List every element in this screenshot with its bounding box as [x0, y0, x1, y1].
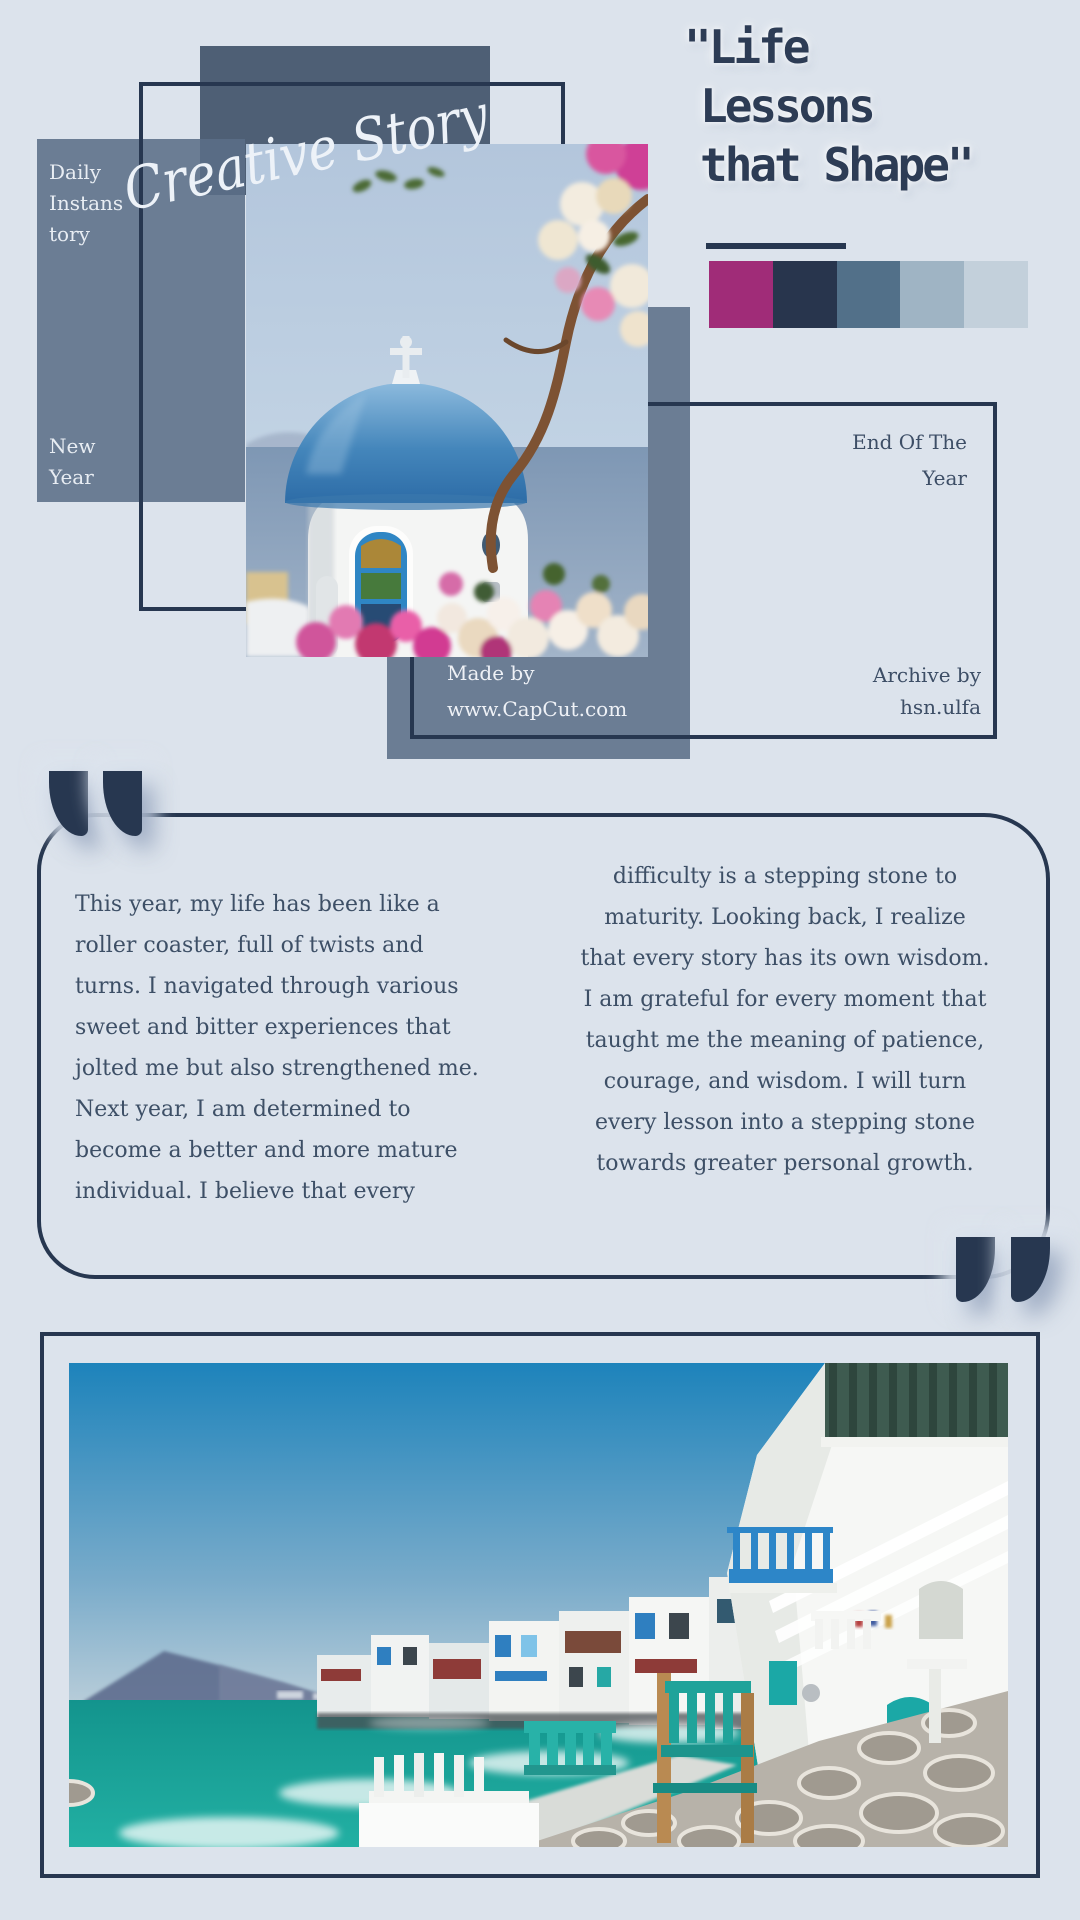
daily-line-2: Instans [49, 191, 124, 215]
title-line-2: Lessons [700, 79, 873, 133]
new-year-line-2: Year [49, 465, 94, 489]
palette-swatch-4 [900, 261, 964, 328]
wooden-balcony [821, 1363, 1008, 1447]
close-quote-icon [956, 1237, 995, 1302]
page-title [684, 18, 1014, 195]
end-of-year-label: End Of The Year [852, 430, 967, 490]
palette-swatch-2 [773, 261, 837, 328]
creative-story-script [110, 62, 550, 242]
new-year-label [49, 431, 95, 493]
title-line-3: that Shape" [700, 138, 972, 192]
open-quote-icon [49, 771, 88, 836]
color-palette [709, 261, 1028, 328]
palette-swatch-5 [964, 261, 1028, 328]
archive-by-label: Archive by hsn.ulfa [872, 663, 981, 719]
new-year-line-1: New [49, 434, 96, 458]
daily-line-1: Daily [49, 160, 102, 184]
daily-line-3: tory [49, 222, 90, 246]
script-text: Creative Story [117, 68, 550, 225]
seaside-photo [69, 1363, 1008, 1847]
teal-chair [524, 1721, 616, 1775]
palette-swatch-1 [709, 261, 773, 328]
palette-swatch-3 [837, 261, 901, 328]
capcut-url-text: www.CapCut.com [447, 697, 628, 721]
close-quote-icon [1011, 1237, 1050, 1302]
quote-text-left-column: This year, my life has been like a roller coaster, full of twists and turns. I navigated through various sweet and bitter experiences that jolted me but also strengthened me. Next year, I am determined to become a better and more mature individual. I believe that every [75, 892, 479, 1204]
quote-text-right-column: difficulty is a stepping stone to maturity. Looking back, I realize that every story has its own wisdom. I am grateful for every moment that taught me the meaning of patience, courage, and wisdom. I will turn every lesson into a stepping stone towards greater personal growth. [580, 864, 990, 1176]
made-by-line: Made by [447, 661, 535, 685]
seaside-photo-art [69, 1363, 1008, 1847]
arch-niche [919, 1581, 963, 1639]
title-underline [706, 243, 846, 249]
title-line-1: "Life [684, 20, 808, 74]
teal-window [769, 1661, 797, 1705]
